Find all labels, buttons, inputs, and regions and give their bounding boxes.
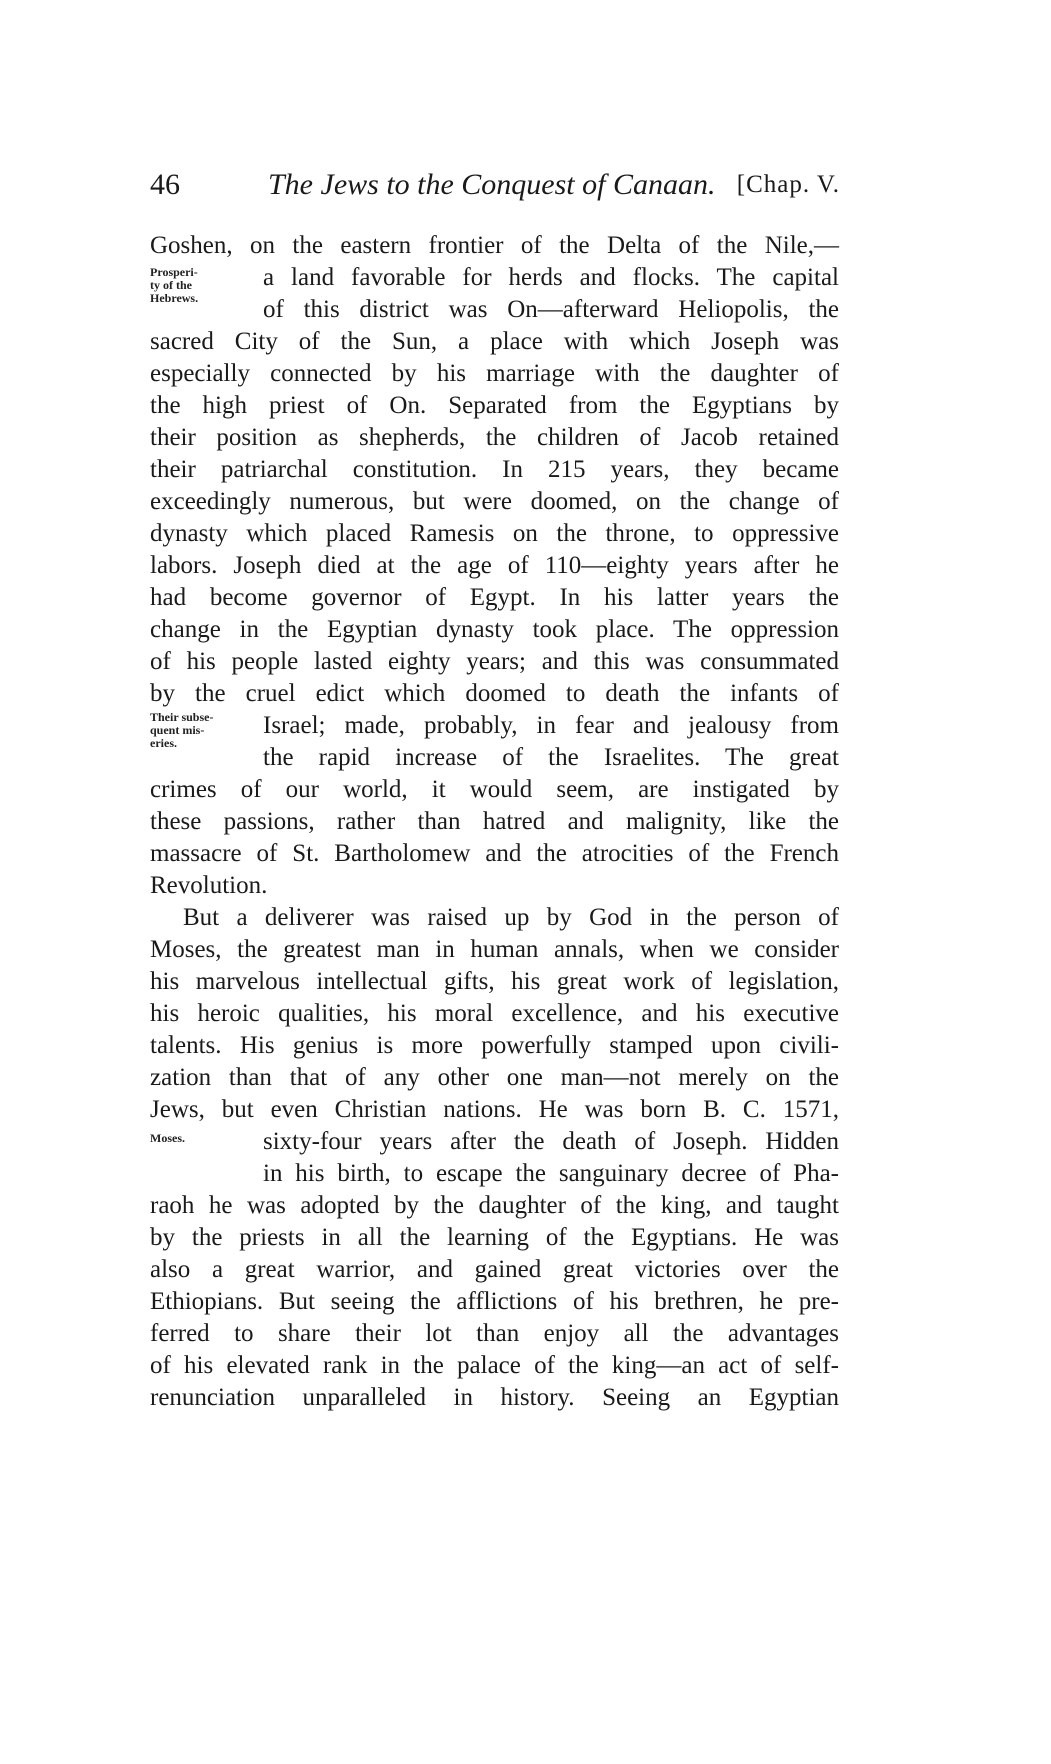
text-line: talents. His genius is more powerfully stamped upon civili-	[150, 1032, 839, 1059]
text-line: zation than that of any other one man—not merely on the	[150, 1064, 839, 1091]
text-line: sixty-four years after the death of Joseph. Hidden	[263, 1128, 839, 1155]
text-line: the high priest of On. Separated from the Egyptians by	[150, 392, 839, 419]
page-number: 46	[150, 168, 180, 201]
text-line: their position as shepherds, the children of Jacob retained	[150, 424, 839, 451]
text-line: Israel; made, probably, in fear and jealousy from	[263, 712, 839, 739]
text-line: But a deliverer was raised up by God in the person of	[183, 904, 839, 931]
text-line: of this district was On—afterward Heliopolis, the	[263, 296, 839, 323]
text-line: especially connected by his marriage with the daughter of	[150, 360, 839, 387]
text-line: in his birth, to escape the sanguinary decree of Pha-	[263, 1160, 839, 1187]
text-line: his heroic qualities, his moral excellence, and his executive	[150, 1000, 839, 1027]
text-line: labors. Joseph died at the age of 110—eighty years after he	[150, 552, 839, 579]
text-line: their patriarchal constitution. In 215 years, they became	[150, 456, 839, 483]
text-line: Moses, the greatest man in human annals, when we consider	[150, 936, 839, 963]
text-line: Goshen, on the eastern frontier of the Delta of the Nile,—	[150, 232, 839, 259]
text-line: his marvelous intellectual gifts, his great work of legislation,	[150, 968, 839, 995]
text-line: of his elevated rank in the palace of the king—an act of self-	[150, 1352, 839, 1379]
text-line: also a great warrior, and gained great victories over the	[150, 1256, 839, 1283]
running-title: The Jews to the Conquest of Canaan.	[268, 168, 716, 201]
margin-note-moses: Moses.	[150, 1131, 185, 1145]
text-line: Revolution.	[150, 872, 268, 899]
text-line: renunciation unparalleled in history. Seeing an Egyptian	[150, 1384, 839, 1411]
text-line: of his people lasted eighty years; and this was consummated	[150, 648, 839, 675]
text-line: dynasty which placed Ramesis on the throne, to oppressive	[150, 520, 839, 547]
text-line: massacre of St. Bartholomew and the atrocities of the French	[150, 840, 839, 867]
margin-note-prosperity: Prosperi- ty of the Hebrews.	[150, 265, 199, 305]
text-line: these passions, rather than hatred and malignity, like the	[150, 808, 839, 835]
text-line: sacred City of the Sun, a place with which Joseph was	[150, 328, 839, 355]
text-line: a land favorable for herds and flocks. The capital	[263, 264, 839, 291]
chapter-label: [Chap. V.	[736, 171, 840, 198]
text-line: by the priests in all the learning of the Egyptians. He was	[150, 1224, 839, 1251]
text-line: the rapid increase of the Israelites. The great	[263, 744, 839, 771]
text-line: by the cruel edict which doomed to death the infants of	[150, 680, 839, 707]
text-line: crimes of our world, it would seem, are instigated by	[150, 776, 839, 803]
text-line: change in the Egyptian dynasty took place. The oppression	[150, 616, 839, 643]
margin-note-miseries: Their subse- quent mis- eries.	[150, 710, 214, 750]
text-line: ferred to share their lot than enjoy all the advantages	[150, 1320, 839, 1347]
page-header	[150, 168, 840, 208]
text-line: Jews, but even Christian nations. He was born B. C. 1571,	[150, 1096, 839, 1123]
text-line: raoh he was adopted by the daughter of the king, and taught	[150, 1192, 839, 1219]
text-line: had become governor of Egypt. In his latter years the	[150, 584, 839, 611]
text-line: exceedingly numerous, but were doomed, on the change of	[150, 488, 839, 515]
text-line: Ethiopians. But seeing the afflictions of his brethren, he pre-	[150, 1288, 839, 1315]
